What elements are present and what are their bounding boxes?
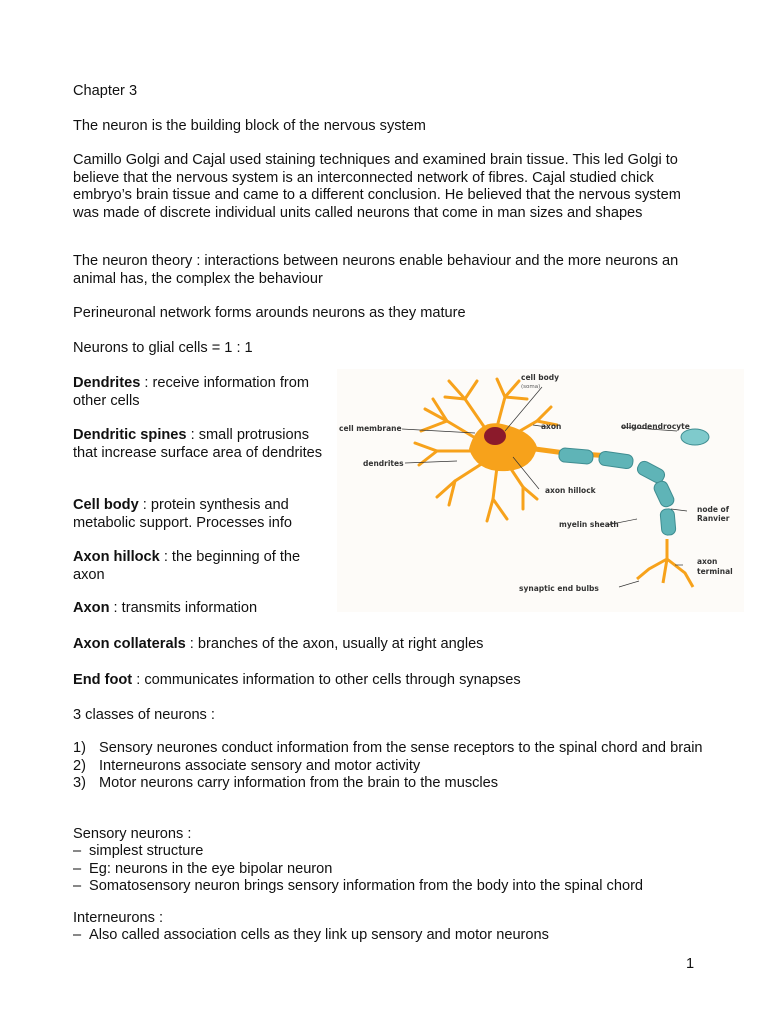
dash-bullet: – [73,927,82,943]
definition-text: : communicates information to other cells through synapses [132,672,521,688]
dash-bullet: – [73,878,82,894]
definition-text: : small protrusions that increase surface area of dendrites [73,427,323,461]
axon-terminal-shape [637,539,693,587]
list-text: Eg: neurons in the eye bipolar neuron [89,860,333,877]
definition-term: Axon [73,600,110,616]
intro-sentence: The neuron is the building block of the nervous system [73,118,426,134]
oligodendrocyte-shape [681,429,709,445]
label-oligodendrocyte: oligodendrocyte [621,422,690,431]
definition-term: Axon hillock [73,549,160,565]
list-item [73,878,703,896]
interneurons-list [73,927,703,945]
neuron-diagram-svg [337,369,744,612]
neuron-theory-paragraph: The neuron theory : interactions between neurons enable behaviour and the more neurons an animal has, the complex the behaviour [73,253,679,287]
list-text: Also called association cells as they link up sensory and motor neurons [89,927,549,943]
definition-text: : the beginning of the axon [73,549,301,583]
definition-dendrites [73,375,323,410]
definition-cell-body [73,497,323,532]
definition-term: Dendritic spines [73,427,187,443]
sensory-heading: Sensory neurons : [73,826,192,842]
chapter-heading: Chapter 3 [73,83,138,99]
neuron-diagram [337,369,744,612]
label-axon-terminal-line1: axon [697,557,718,566]
label-axon: axon [541,422,562,431]
definition-text: : protein synthesis and metabolic support. Processes info [73,497,293,531]
list-number: 2) [73,757,86,774]
dash-bullet: – [73,860,82,877]
definition-term: Axon collaterals [73,636,186,652]
label-synaptic-end-bulbs: synaptic end bulbs [519,584,599,593]
list-text: Sensory neurones conduct information from the sense receptors to the spinal chord and brain [99,740,703,756]
page-number: 1 [686,956,695,972]
list-item [73,927,703,945]
definition-end-foot [73,672,703,690]
list-text: Somatosensory neuron brings sensory information from the body into the spinal chord [89,878,644,894]
nucleus-shape [484,427,506,445]
label-myelin-sheath: myelin sheath [559,520,619,529]
list-number: 1) [73,740,86,756]
perineuronal-sentence: Perineuronal network forms arounds neurons as they mature [73,305,466,321]
glial-ratio-sentence: Neurons to glial cells = 1 : 1 [73,340,253,356]
definition-term: Dendrites [73,375,141,391]
classes-heading: 3 classes of neurons : [73,707,215,723]
label-node-of: node of [697,505,729,514]
definition-text: : branches of the axon, usually at right angles [185,636,484,652]
list-text: Interneurons associate sensory and motor activity [99,757,421,774]
list-item [73,758,703,776]
list-item [73,775,703,793]
definition-text: : transmits information [109,600,258,616]
label-ranvier: Ranvier [697,514,730,523]
golgi-cajal-paragraph: Camillo Golgi and Cajal used staining techniques and examined brain tissue. This led Golgi to believe that the nervous system is an interconnected network of fibres. Cajal studied chick embryo’s brain tissue and came to a different conclusion. He believed that the nervous system was made of discrete individual units called neurons that come in man sizes and shapes [73,152,681,221]
list-number: 3) [73,775,86,791]
label-axon-hillock: axon hillock [545,486,596,495]
definition-term: End foot [73,672,133,688]
label-cell-body: cell body [521,373,560,382]
definition-term: Cell body [73,497,139,513]
list-item [73,740,703,758]
definition-axon-collaterals [73,636,703,654]
label-axon-terminal-line2: terminal [697,567,733,576]
label-dendrites: dendrites [363,459,404,468]
label-cell-body-sub: (soma) [521,384,541,390]
definition-dendritic-spines [73,427,323,462]
neuron-classes-list [73,740,703,793]
definition-text: : receive information from other cells [73,375,310,409]
sensory-list [73,843,703,896]
list-item [73,843,703,861]
label-cell-membrane: cell membrane [339,424,402,433]
definition-axon-hillock [73,549,323,584]
list-item [73,861,703,879]
dash-bullet: – [73,843,82,859]
interneurons-heading: Interneurons : [73,910,164,926]
definition-axon [73,600,323,618]
list-text: simplest structure [89,843,204,859]
list-text: Motor neurons carry information from the brain to the muscles [99,775,499,791]
